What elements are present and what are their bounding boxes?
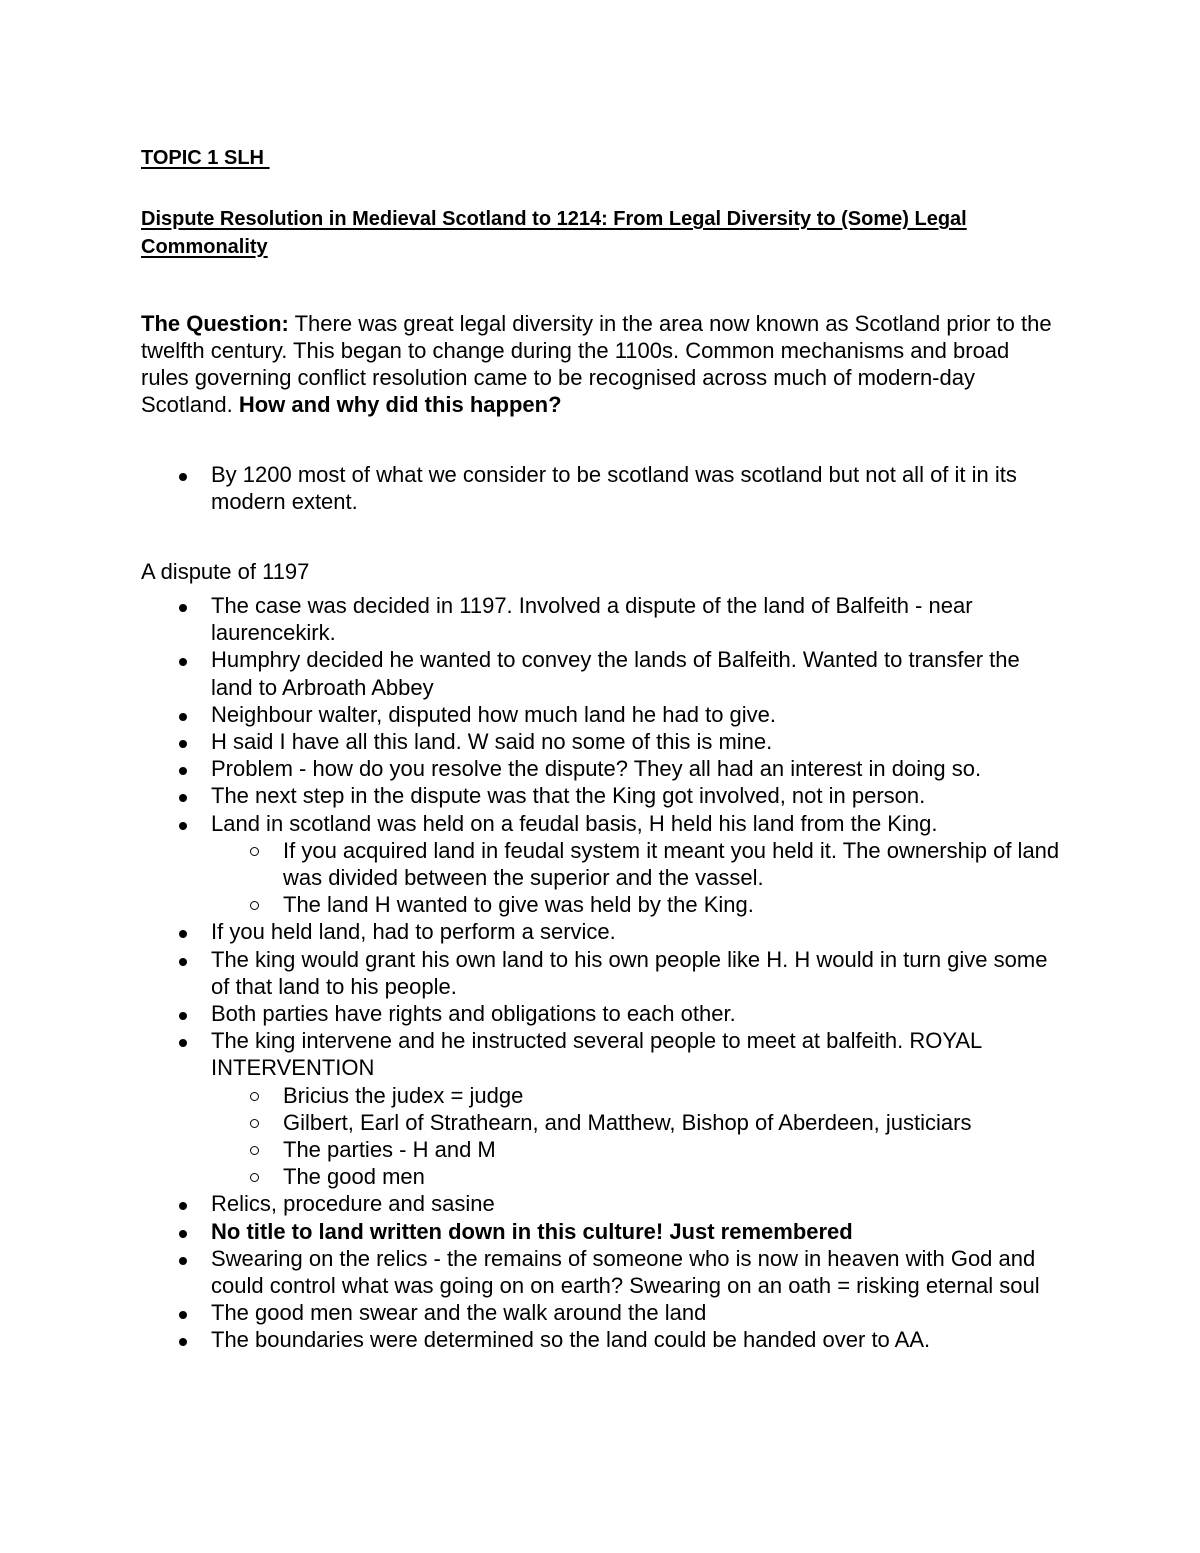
sub-list-item: The good men xyxy=(141,1163,1061,1190)
bullet-icon xyxy=(179,930,187,938)
list-item: Humphry decided he wanted to convey the lands of Balfeith. Wanted to transfer the land to Arbroath Abbey xyxy=(141,646,1061,700)
list-item: The good men swear and the walk around the land xyxy=(141,1299,1061,1326)
list-item: The boundaries were determined so the land could be handed over to AA. xyxy=(141,1326,1061,1353)
list-item: The king intervene and he instructed several people to meet at balfeith. ROYAL INTERVENTION xyxy=(141,1027,1061,1081)
sub-list-item: If you acquired land in feudal system it meant you held it. The ownership of land was divided between the superior and the vassel. xyxy=(141,837,1061,891)
list-item: Problem - how do you resolve the dispute? They all had an interest in doing so. xyxy=(141,755,1061,782)
bullet-icon xyxy=(179,1230,187,1238)
list-item: The case was decided in 1197. Involved a dispute of the land of Balfeith - near laurencekirk. xyxy=(141,592,1061,646)
sub-list-item: Gilbert, Earl of Strathearn, and Matthew, Bishop of Aberdeen, justiciars xyxy=(141,1109,1061,1136)
hollow-bullet-icon xyxy=(250,1146,259,1155)
list-item: Neighbour walter, disputed how much land he had to give. xyxy=(141,701,1061,728)
topic-heading: TOPIC 1 SLH xyxy=(141,147,270,169)
dispute-bullet-list xyxy=(141,592,1061,1354)
bullet-icon xyxy=(179,713,187,721)
question-label: The Question: xyxy=(141,311,289,336)
hollow-bullet-icon xyxy=(250,901,259,910)
hollow-bullet-icon xyxy=(250,1119,259,1128)
bullet-icon xyxy=(179,767,187,775)
document-title: Dispute Resolution in Medieval Scotland to 1214: From Legal Diversity to (Some) Legal Commonality xyxy=(141,208,967,258)
bullet-icon xyxy=(179,1311,187,1319)
list-item: Both parties have rights and obligations to each other. xyxy=(141,1000,1061,1027)
bullet-icon xyxy=(179,1257,187,1265)
bullet-icon xyxy=(179,604,187,612)
list-item: Relics, procedure and sasine xyxy=(141,1190,1061,1217)
list-item: H said I have all this land. W said no some of this is mine. xyxy=(141,728,1061,755)
hollow-bullet-icon xyxy=(250,847,259,856)
section-heading: A dispute of 1197 xyxy=(141,559,310,584)
list-item: The next step in the dispute was that the King got involved, not in person. xyxy=(141,782,1061,809)
bullet-icon xyxy=(179,958,187,966)
sub-list-item: The parties - H and M xyxy=(141,1136,1061,1163)
question-text: There was great legal diversity in the area now known as Scotland prior to the twelfth century. This began to change during the 1100s. Common mechanisms and broad rules governing conflict resolution came to be recognised across much of modern-day Scotland. xyxy=(141,311,1052,417)
sub-list-item: Bricius the judex = judge xyxy=(141,1082,1061,1109)
bullet-icon xyxy=(179,658,187,666)
bullet-icon xyxy=(179,1202,187,1210)
hollow-bullet-icon xyxy=(250,1173,259,1182)
sub-list-item: The land H wanted to give was held by the King. xyxy=(141,891,1061,918)
bullet-icon xyxy=(179,822,187,830)
list-item: The king would grant his own land to his own people like H. H would in turn give some of that land to his people. xyxy=(141,946,1061,1000)
bullet-icon xyxy=(179,1039,187,1047)
list-item: By 1200 most of what we consider to be scotland was scotland but not all of it in its modern extent. xyxy=(141,461,1061,515)
bullet-icon xyxy=(179,473,187,481)
question-paragraph xyxy=(141,310,1061,418)
list-item: Land in scotland was held on a feudal basis, H held his land from the King. xyxy=(141,810,1061,837)
question-emphasis: How and why did this happen? xyxy=(238,392,562,417)
bullet-icon xyxy=(179,794,187,802)
intro-bullet-list xyxy=(141,461,1061,515)
hollow-bullet-icon xyxy=(250,1092,259,1101)
list-item-emphasis: No title to land written down in this culture! Just remembered xyxy=(141,1218,1061,1245)
bullet-icon xyxy=(179,740,187,748)
list-item: If you held land, had to perform a service. xyxy=(141,918,1061,945)
bullet-icon xyxy=(179,1012,187,1020)
list-item: Swearing on the relics - the remains of someone who is now in heaven with God and could control what was going on on earth? Swearing on an oath = risking eternal soul xyxy=(141,1245,1061,1299)
bullet-icon xyxy=(179,1338,187,1346)
